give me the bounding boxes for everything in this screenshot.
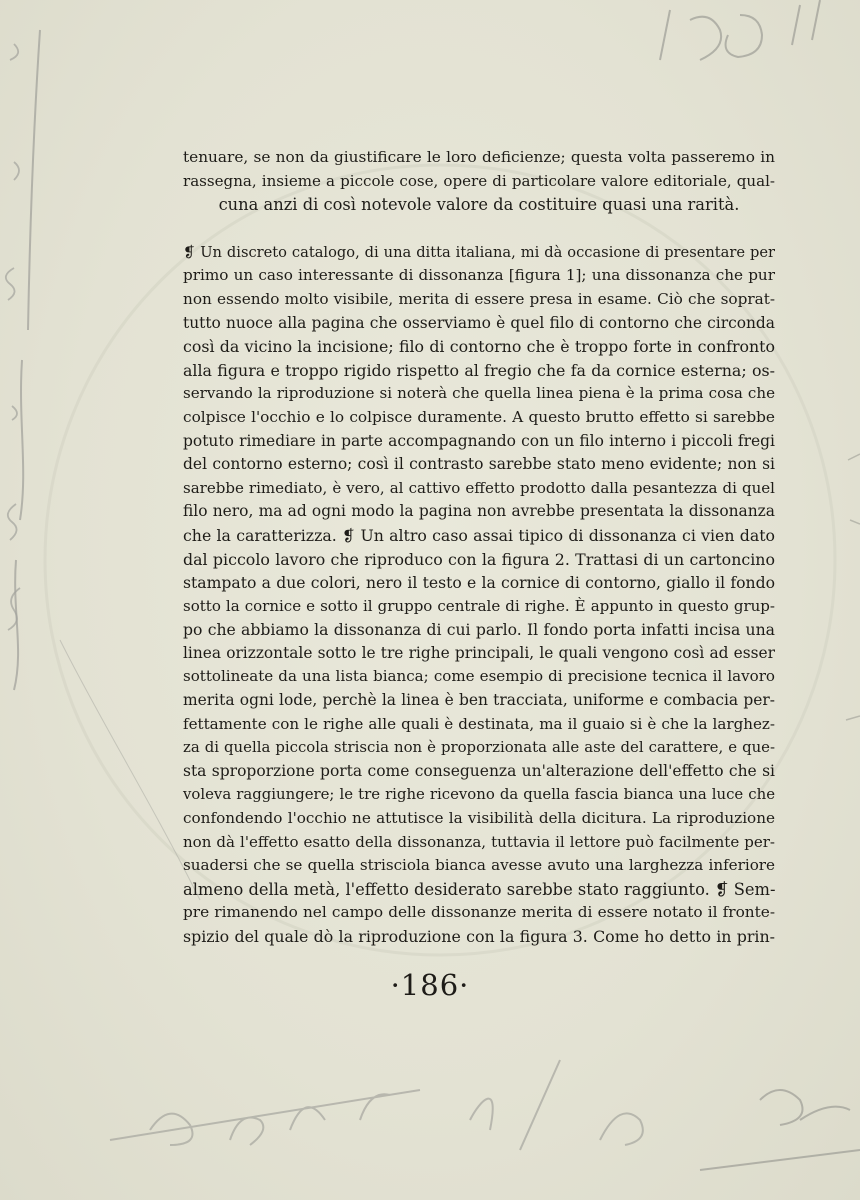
left-margin-pencil-scrawl [6, 44, 20, 630]
top-right-pencil-mark [660, 0, 820, 60]
text-line: primo un caso interessante di dissonanza [figura 1]; una dissonanza che pur [183, 266, 775, 285]
text-line: suadersi che se quella strisciola bianca avesse avuto una larghezza inferiore [183, 856, 775, 875]
text-line: dal piccolo lavoro che riproduco con la figura 2. Trattasi di un cartoncino [183, 549, 775, 569]
text-line: voleva raggiungere; le tre righe ricevono da quella fascia bianca una luce che [183, 785, 775, 804]
text-line: ❡ Un discreto catalogo, di una ditta italiana, mi dà occasione di presentare per [183, 243, 775, 261]
right-margin-tick [846, 454, 860, 720]
paragraph-gap [183, 217, 775, 241]
text-line: pre rimanendo nel campo delle dissonanze merita di essere notato il fronte- [183, 903, 775, 922]
bottom-right-pencil-mark [700, 1090, 860, 1170]
bottom-pencil-scrawl [110, 1060, 643, 1150]
body-text [183, 146, 775, 949]
text-line: spizio del quale dò la riproduzione con la figura 3. Come ho detto in prin- [183, 927, 775, 946]
text-line: po che abbiamo la dissonanza di cui parlo. Il fondo porta infatti incisa una [183, 620, 775, 640]
text-line: cuna anzi di così notevole valore da costituire quasi una rarità. [218, 195, 740, 215]
text-line: fettamente con le righe alle quali è destinata, ma il guaio si è che la larghez- [183, 714, 775, 733]
text-line: sotto la cornice e sotto il gruppo centrale di righe. È appunto in questo grup- [183, 596, 775, 615]
text-line: sarebbe rimediato, è vero, al cattivo effetto prodotto dalla pesantezza di quel [183, 478, 775, 497]
text-line: non essendo molto visibile, merita di essere presa in esame. Ciò che soprat- [183, 289, 775, 308]
text-line: linea orizzontale sotto le tre righe principali, le quali vengono così ad esser [183, 643, 775, 662]
page-number: ·186· [390, 968, 470, 1002]
text-line: merita ogni lode, perchè la linea è ben tracciata, uniforme e combacia per- [183, 691, 775, 710]
text-line: potuto rimediare in parte accompagnando con un filo interno i piccoli fregi [183, 431, 775, 450]
text-line: colpisce l'occhio e lo colpisce duramente. A questo brutto effetto si sarebbe [183, 407, 775, 426]
text-line: almeno della metà, l'effetto desiderato sarebbe stato raggiunto. ❡ Sem- [183, 879, 776, 899]
text-line: così da vicino la incisione; filo di contorno che è troppo forte in confronto [183, 337, 775, 357]
text-line: sottolineate da una lista bianca; come esempio di precisione tecnica il lavoro [183, 667, 775, 686]
text-line: filo nero, ma ad ogni modo la pagina non avrebbe presentata la dissonanza [183, 502, 775, 521]
text-line: rassegna, insieme a piccole cose, opere di particolare valore editoriale, qual- [183, 171, 775, 190]
text-line: servando la riproduzione si noterà che quella linea piena è la prima cosa che [183, 384, 775, 403]
text-line: tutto nuoce alla pagina che osserviamo è quel filo di contorno che circonda [183, 313, 775, 332]
left-margin-pencil-note [14, 30, 40, 690]
text-line: confondendo l'occhio ne attutisce la visibilità della dicitura. La riproduzione [183, 809, 775, 828]
text-line: za di quella piccola striscia non è proporzionata alle aste del carattere, e que- [183, 738, 775, 757]
text-line: del contorno esterno; così il contrasto sarebbe stato meno evidente; non si [183, 455, 775, 474]
text-line: alla figura e troppo rigido rispetto al fregio che fa da cornice esterna; os- [183, 360, 775, 380]
text-line: tenuare, se non da giustificare le loro deficienze; questa volta passeremo in [183, 148, 775, 166]
text-line: stampato a due colori, nero il testo e la cornice di contorno, giallo il fondo [183, 573, 775, 593]
text-line: sta sproporzione porta come conseguenza un'alterazione dell'effetto che si [183, 761, 775, 780]
text-line: che la caratterizza. ❡ Un altro caso assai tipico di dissonanza ci vien dato [183, 525, 775, 545]
diagonal-pencil-line [60, 640, 200, 900]
text-line: non dà l'effetto esatto della dissonanza, tuttavia il lettore può facilmente per- [183, 832, 775, 851]
